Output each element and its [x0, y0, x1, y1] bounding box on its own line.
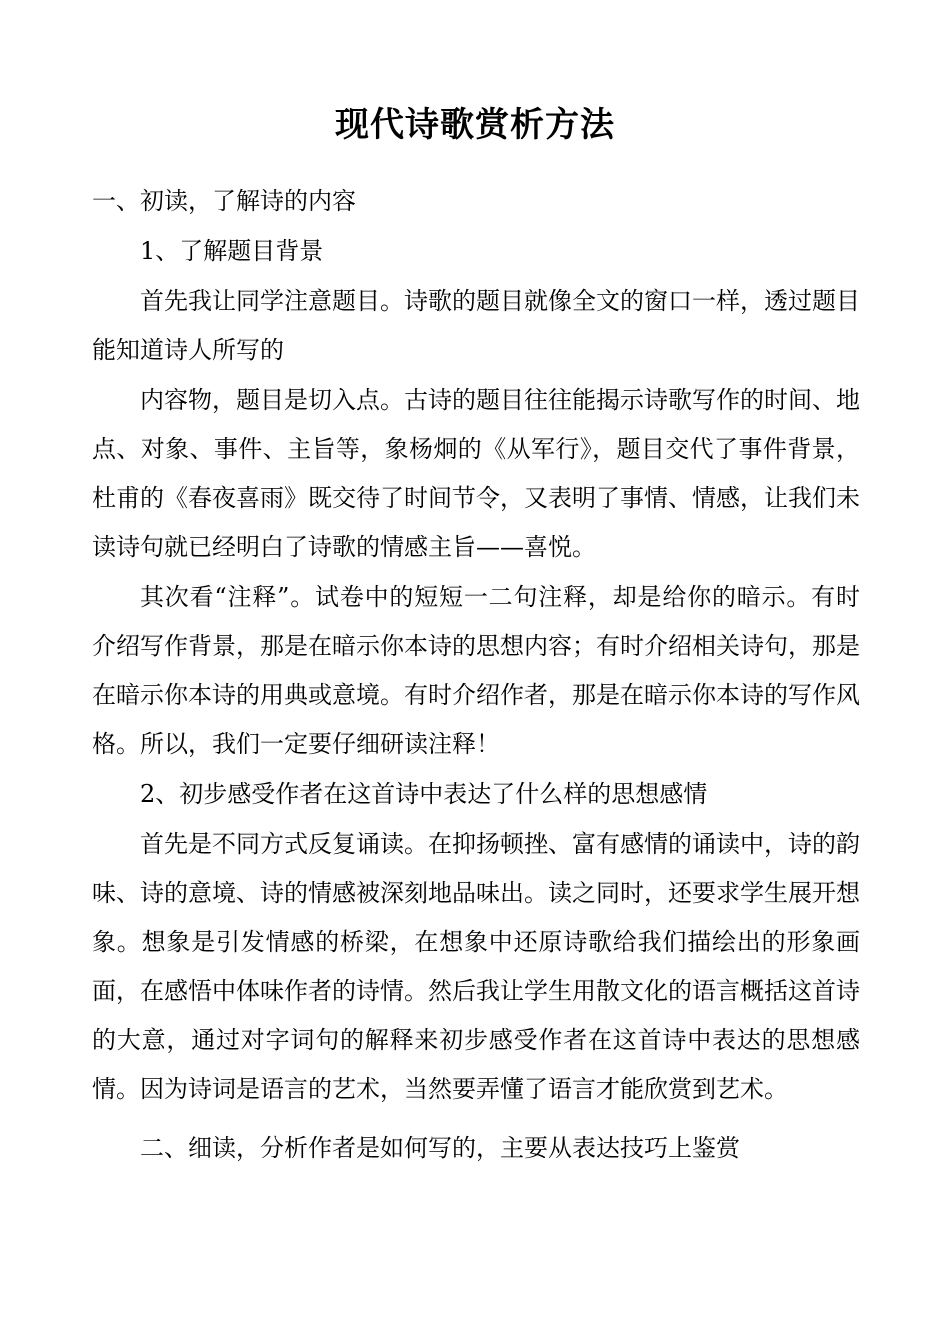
- section-heading-2: 二、细读，分析作者是如何写的，主要从表达技巧上鉴赏: [140, 1134, 740, 1162]
- paragraph-reading: 首先是不同方式反复诵读。在抑扬顿挫、富有感情的诵读中，诗的韵味、诗的意境、诗的情感被深刻地品味出。读之同时，还要求学生展开想象。想象是引发情感的桥梁，在想象中还原诗歌给我们描绘出的形象画面，在感悟中体味作者的诗情。然后我让学生用散文化的语言概括这首诗的大意，通过对字词句的解释来初步感受作者在这首诗中表达的思想感情。因为诗词是语言的艺术，当然要弄懂了语言才能欣赏到艺术。: [92, 830, 860, 1103]
- paragraph-title-examples: 内容物，题目是切入点。古诗的题目往往能揭示诗歌写作的时间、地点、对象、事件、主旨等，象杨炯的《从军行》，题目交代了事件背景，杜甫的《春夜喜雨》既交待了时间节令，又表明了事情、情感，让我们未读诗句就已经明白了诗歌的情感主旨——喜悦。: [92, 386, 860, 561]
- document-body: [92, 177, 860, 1173]
- paragraph-notes: 其次看“注释”。试卷中的短短一二句注释，却是给你的暗示。有时介绍写作背景，那是在暗示你本诗的思想内容；有时介绍相关诗句，那是在暗示你本诗的用典或意境。有时介绍作者，那是在暗示你本诗的写作风格。所以，我们一定要仔细研读注释！: [92, 583, 860, 758]
- paragraph-title-intro: 首先我让同学注意题目。诗歌的题目就像全文的窗口一样，透过题目能知道诗人所写的: [92, 287, 860, 364]
- subheading-1: 1、了解题目背景: [140, 237, 324, 265]
- subheading-2: 2、初步感受作者在这首诗中表达了什么样的思想感情: [140, 780, 708, 808]
- page-title: 现代诗歌赏析方法: [335, 105, 615, 145]
- section-heading-1: 一、初读，了解诗的内容: [92, 187, 356, 215]
